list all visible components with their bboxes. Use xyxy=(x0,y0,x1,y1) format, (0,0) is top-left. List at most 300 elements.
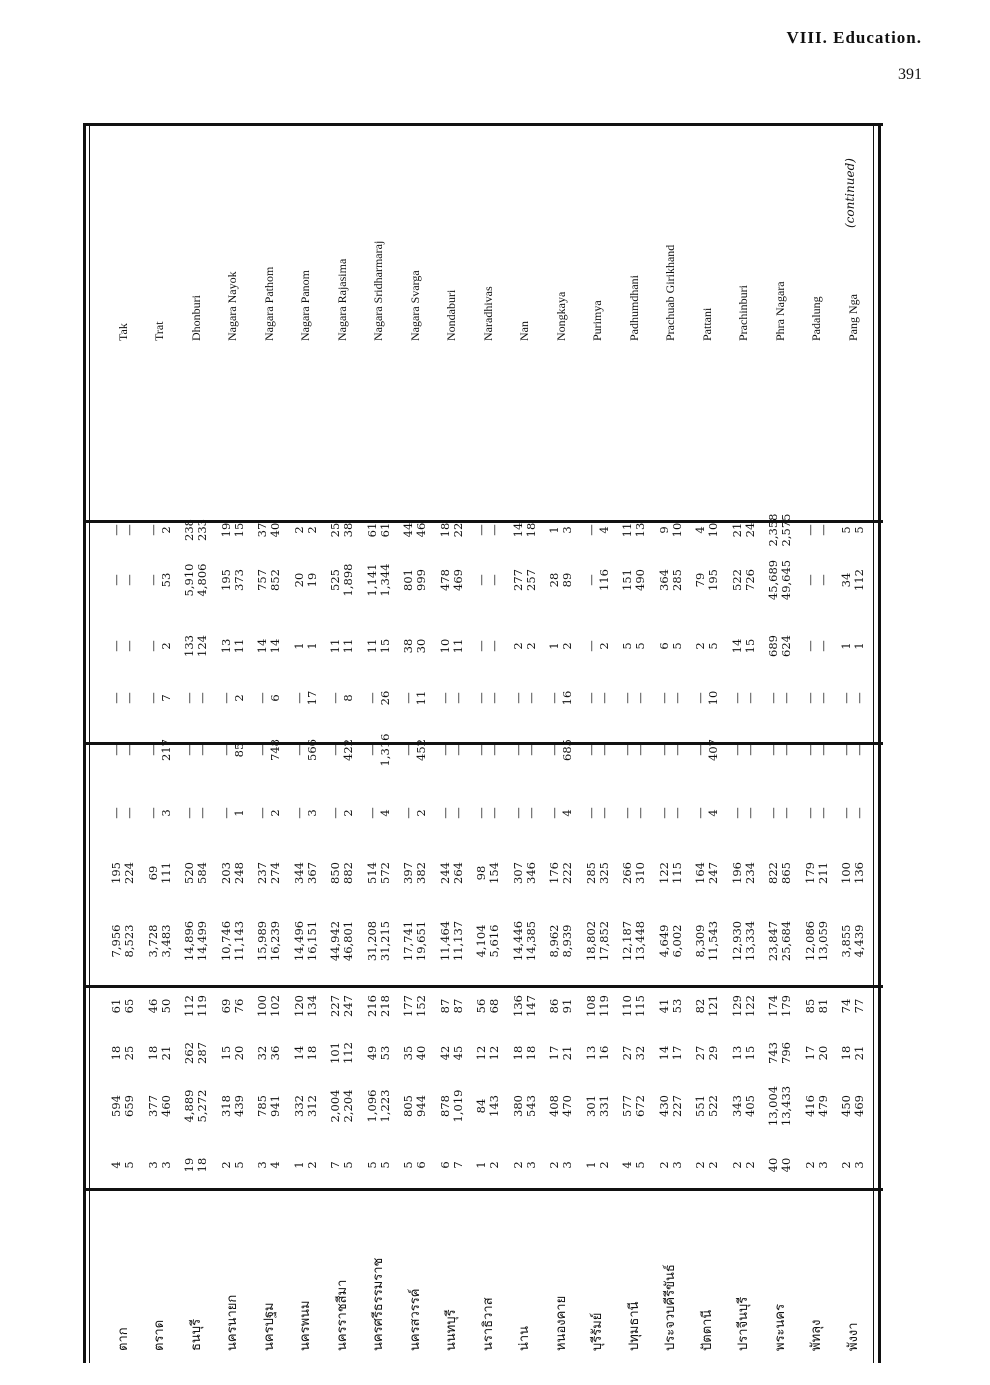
value-cell xyxy=(616,549,652,611)
value-upper: 520 xyxy=(182,862,196,884)
value-upper: — xyxy=(620,807,634,819)
value-cell xyxy=(215,1031,251,1075)
value-lower: 154 xyxy=(487,862,501,884)
value-upper: 2 xyxy=(510,1161,525,1169)
value-upper: 110 xyxy=(620,995,634,1017)
province-thai-name: นครพนม xyxy=(298,1300,313,1351)
value-lower: 2 xyxy=(414,809,428,817)
table-row xyxy=(142,123,178,1363)
value-lower: 2 xyxy=(523,642,538,650)
value-upper: 478 xyxy=(437,569,452,591)
value-lower: 6 xyxy=(414,1161,428,1169)
value-upper: 17 xyxy=(802,1045,817,1061)
value-upper: 14 xyxy=(656,1045,671,1061)
value-cell xyxy=(580,984,616,1028)
value-upper: 2 xyxy=(839,1161,853,1169)
value-cell xyxy=(397,1077,433,1135)
value-lower: 11,543 xyxy=(706,920,720,962)
province-thai-name: ปัตตานี xyxy=(699,1309,715,1351)
value-lower: 2,204 xyxy=(341,1089,355,1123)
value-lower: 5 xyxy=(231,1161,246,1169)
value-upper: 49 xyxy=(364,1045,379,1061)
value-lower: 14 xyxy=(268,638,282,654)
value-cell xyxy=(653,505,689,555)
value-upper: — xyxy=(145,524,160,536)
value-upper: 41 xyxy=(656,998,671,1014)
value-lower: 274 xyxy=(268,862,282,884)
value-lower: 4 xyxy=(560,809,574,817)
value-upper: — xyxy=(802,807,817,819)
value-lower: — xyxy=(815,692,830,704)
value-cell xyxy=(288,793,324,833)
value-upper: 69 xyxy=(218,998,233,1014)
value-lower: 16,239 xyxy=(268,920,282,962)
value-upper: — xyxy=(583,574,598,586)
value-cell xyxy=(361,549,397,611)
value-lower: — xyxy=(122,807,136,819)
value-upper: 244 xyxy=(437,862,452,884)
value-lower: 672 xyxy=(633,1095,647,1117)
value-lower: 233 xyxy=(195,519,209,541)
value-cell xyxy=(507,793,543,833)
value-upper: — xyxy=(583,744,598,756)
value-upper: 17 xyxy=(547,1045,561,1061)
value-upper: — xyxy=(693,744,707,756)
value-cell xyxy=(835,793,871,833)
value-cell xyxy=(726,793,762,833)
value-lower: 3 xyxy=(669,1161,684,1169)
value-cell xyxy=(543,722,579,778)
value-cell xyxy=(288,505,324,555)
value-cell xyxy=(689,549,725,611)
value-upper: 151 xyxy=(620,569,634,591)
value-upper: 5 xyxy=(401,1161,415,1169)
value-upper: — xyxy=(109,640,123,652)
value-cell xyxy=(689,1031,725,1075)
value-cell xyxy=(507,678,543,718)
value-upper: 801 xyxy=(401,569,415,591)
value-lower: 14,499 xyxy=(195,920,209,962)
value-upper: 4 xyxy=(109,1161,123,1169)
value-cell xyxy=(178,1031,214,1075)
value-upper: 5 xyxy=(620,642,634,650)
value-cell xyxy=(580,1077,616,1135)
value-cell xyxy=(470,793,506,833)
value-cell xyxy=(580,1031,616,1075)
province-english-name: Dhonburi xyxy=(188,295,203,341)
value-cell xyxy=(215,549,251,611)
value-upper: 18 xyxy=(510,1045,525,1061)
value-cell xyxy=(689,1145,725,1185)
value-cell xyxy=(397,722,433,778)
value-cell xyxy=(397,1145,433,1185)
value-lower: 2 xyxy=(596,1161,611,1169)
value-cell xyxy=(762,622,798,670)
value-upper: 8,309 xyxy=(693,924,707,958)
value-lower: 1,316 xyxy=(377,733,392,767)
value-upper: 10 xyxy=(437,638,452,654)
value-lower: — xyxy=(633,807,647,819)
value-lower: — xyxy=(852,692,866,704)
value-lower: 479 xyxy=(815,1095,830,1117)
value-upper: 12 xyxy=(474,1045,488,1061)
value-cell xyxy=(726,622,762,670)
value-cell xyxy=(616,793,652,833)
value-upper: 11 xyxy=(364,638,379,654)
value-cell xyxy=(507,622,543,670)
value-upper: 112 xyxy=(182,995,196,1017)
value-cell xyxy=(178,907,214,975)
value-cell xyxy=(799,1145,835,1185)
value-lower: 460 xyxy=(158,1095,173,1117)
value-cell xyxy=(580,793,616,833)
value-upper: 307 xyxy=(510,862,525,884)
value-upper: 757 xyxy=(255,569,269,591)
value-upper: 285 xyxy=(583,862,598,884)
value-lower: 111 xyxy=(158,862,173,884)
value-upper: 594 xyxy=(109,1095,123,1117)
province-english-name: Padalung xyxy=(809,296,823,341)
value-cell xyxy=(142,622,178,670)
value-lower: 18 xyxy=(195,1157,209,1173)
value-lower: 5 xyxy=(669,642,684,650)
value-lower: 18 xyxy=(304,1045,319,1061)
value-upper: 32 xyxy=(255,1045,269,1061)
value-cell xyxy=(653,793,689,833)
value-cell xyxy=(434,678,470,718)
value-cell xyxy=(142,907,178,975)
value-lower: 247 xyxy=(341,995,355,1017)
value-lower: 1,223 xyxy=(377,1089,392,1123)
value-upper: — xyxy=(802,524,817,536)
value-upper: 878 xyxy=(437,1095,452,1117)
value-lower: 2 xyxy=(304,1161,319,1169)
province-english-name: Nagara Svarga xyxy=(407,270,422,341)
value-upper: — xyxy=(510,807,525,819)
value-upper: 44,942 xyxy=(328,920,342,962)
value-lower: 124 xyxy=(195,635,209,657)
value-upper: — xyxy=(839,744,853,756)
value-lower: 61 xyxy=(377,522,392,538)
value-cell xyxy=(251,984,287,1028)
value-lower: 12 xyxy=(487,1045,501,1061)
value-lower: 24 xyxy=(742,522,757,538)
value-upper: 19 xyxy=(182,1157,196,1173)
value-cell xyxy=(288,622,324,670)
value-upper: 5 xyxy=(839,526,853,534)
value-lower: 4 xyxy=(706,809,720,817)
value-lower: 2 xyxy=(268,809,282,817)
value-lower: 5 xyxy=(633,642,647,650)
value-lower: — xyxy=(523,807,538,819)
province-thai-name: นครปฐม xyxy=(261,1302,277,1351)
value-cell xyxy=(178,984,214,1028)
value-cell xyxy=(470,678,506,718)
value-cell xyxy=(616,678,652,718)
value-upper: — xyxy=(802,640,817,652)
value-lower: — xyxy=(487,574,501,586)
value-upper: 14,446 xyxy=(510,920,525,962)
value-upper: 56 xyxy=(474,998,488,1014)
value-lower: 3,483 xyxy=(158,924,173,958)
province-english-name: Nagara Pathom xyxy=(261,266,276,341)
value-cell xyxy=(543,678,579,718)
value-cell xyxy=(689,722,725,778)
value-upper: 35 xyxy=(401,1045,415,1061)
table-row xyxy=(762,123,798,1363)
value-cell xyxy=(251,1145,287,1185)
value-lower: 21 xyxy=(158,1045,173,1061)
province-english-name: Pattani xyxy=(699,307,714,341)
value-upper: — xyxy=(474,524,488,536)
value-cell xyxy=(324,549,360,611)
value-cell xyxy=(361,793,397,833)
value-upper: 40 xyxy=(766,1157,780,1173)
value-lower: 36 xyxy=(268,1045,282,1061)
value-lower: 1 xyxy=(304,642,319,650)
value-upper: 577 xyxy=(620,1095,634,1117)
value-cell xyxy=(616,907,652,975)
value-lower: 40 xyxy=(414,1045,428,1061)
value-lower: — xyxy=(742,692,757,704)
province-english-name: Phra Nagara xyxy=(772,281,787,341)
value-lower: 3 xyxy=(304,809,319,817)
value-lower: 5 xyxy=(633,1161,647,1169)
value-lower: 312 xyxy=(304,1095,319,1117)
value-upper: 18,802 xyxy=(583,920,598,962)
value-cell xyxy=(288,1077,324,1135)
value-upper: — xyxy=(693,807,707,819)
value-cell xyxy=(726,907,762,975)
value-lower: 25,684 xyxy=(779,920,793,962)
value-cell xyxy=(361,1145,397,1185)
value-lower: 18 xyxy=(523,1045,538,1061)
value-cell xyxy=(543,622,579,670)
value-upper: — xyxy=(693,692,707,704)
value-cell xyxy=(799,622,835,670)
province-english-name: Nan xyxy=(517,321,531,341)
value-lower: 4 xyxy=(596,526,611,534)
value-upper: — xyxy=(474,807,488,819)
value-upper: 108 xyxy=(583,995,598,1017)
value-lower: 4 xyxy=(377,809,392,817)
value-upper: 18 xyxy=(839,1045,853,1061)
value-lower: 15 xyxy=(742,1045,757,1061)
value-upper: 13 xyxy=(729,1045,744,1061)
value-cell xyxy=(799,793,835,833)
value-upper: 34 xyxy=(839,572,853,588)
value-cell xyxy=(653,848,689,898)
value-lower: 257 xyxy=(523,569,538,591)
value-upper: — xyxy=(109,692,123,704)
value-lower: 116 xyxy=(596,569,611,591)
value-cell xyxy=(324,1145,360,1185)
value-cell xyxy=(507,1077,543,1135)
value-lower: 122 xyxy=(742,995,757,1017)
value-cell xyxy=(762,1145,798,1185)
value-upper: 28 xyxy=(547,572,561,588)
value-cell xyxy=(799,984,835,1028)
value-cell xyxy=(397,848,433,898)
value-upper: 25 xyxy=(328,522,342,538)
value-upper: — xyxy=(109,807,123,819)
value-cell xyxy=(434,1077,470,1135)
value-cell xyxy=(434,793,470,833)
value-lower: 3 xyxy=(560,1161,574,1169)
value-lower: 112 xyxy=(852,569,866,591)
value-cell xyxy=(580,722,616,778)
value-cell xyxy=(142,984,178,1028)
value-lower: 2 xyxy=(341,809,355,817)
value-lower: — xyxy=(779,744,793,756)
value-cell xyxy=(361,505,397,555)
value-cell xyxy=(324,1031,360,1075)
value-cell xyxy=(105,722,141,778)
value-cell xyxy=(689,622,725,670)
value-cell xyxy=(215,505,251,555)
province-english-name: Padhumdhani xyxy=(626,275,641,341)
value-cell xyxy=(835,622,871,670)
value-lower: 999 xyxy=(414,569,428,591)
value-cell xyxy=(434,984,470,1028)
value-upper: — xyxy=(437,744,452,756)
value-lower: 8,939 xyxy=(560,924,574,958)
value-lower: — xyxy=(815,640,830,652)
value-upper: 69 xyxy=(145,865,160,881)
value-upper: 12,086 xyxy=(802,920,817,962)
value-lower: 68 xyxy=(487,998,501,1014)
value-lower: 2 xyxy=(596,642,611,650)
value-cell xyxy=(470,1145,506,1185)
value-cell xyxy=(507,1031,543,1075)
value-cell xyxy=(470,1031,506,1075)
value-cell xyxy=(762,678,798,718)
value-upper: 15 xyxy=(218,1045,233,1061)
value-upper: — xyxy=(766,807,780,819)
value-cell xyxy=(689,505,725,555)
value-cell xyxy=(215,678,251,718)
province-english-name: Prachinburi xyxy=(736,285,750,341)
value-cell xyxy=(105,678,141,718)
value-upper: — xyxy=(620,692,634,704)
value-upper: — xyxy=(255,807,269,819)
value-cell xyxy=(470,907,506,975)
value-lower: — xyxy=(450,692,465,704)
value-lower: 10 xyxy=(706,690,720,706)
value-lower: 405 xyxy=(742,1095,757,1117)
value-lower: 81 xyxy=(815,998,830,1014)
value-lower: 30 xyxy=(414,638,428,654)
value-cell xyxy=(616,722,652,778)
value-upper: 551 xyxy=(693,1095,707,1117)
value-upper: 2 xyxy=(656,1161,671,1169)
value-upper: 164 xyxy=(693,862,707,884)
value-cell xyxy=(397,984,433,1028)
value-upper: 13 xyxy=(218,638,233,654)
value-cell xyxy=(689,984,725,1028)
value-lower: 152 xyxy=(414,995,428,1017)
value-cell xyxy=(470,549,506,611)
value-cell xyxy=(215,793,251,833)
value-upper: — xyxy=(364,744,379,756)
value-lower: 373 xyxy=(231,569,246,591)
table-row xyxy=(799,123,835,1363)
value-upper: 86 xyxy=(547,998,561,1014)
value-lower: 89 xyxy=(560,572,574,588)
value-upper: — xyxy=(401,692,415,704)
value-upper: 17,741 xyxy=(401,920,415,962)
value-lower: 29 xyxy=(706,1045,720,1061)
value-upper: 1 xyxy=(547,642,561,650)
value-lower: — xyxy=(122,524,136,536)
value-upper: 196 xyxy=(729,862,744,884)
value-lower: 49,645 xyxy=(779,559,793,601)
value-upper: — xyxy=(766,744,780,756)
value-upper: — xyxy=(802,574,817,586)
value-lower: 11 xyxy=(341,638,355,654)
education-table xyxy=(83,123,883,1363)
value-lower: — xyxy=(669,807,684,819)
value-cell xyxy=(726,1145,762,1185)
value-upper: 2 xyxy=(729,1161,744,1169)
value-cell xyxy=(434,505,470,555)
value-upper: 6 xyxy=(437,1161,452,1169)
value-lower: 15 xyxy=(742,638,757,654)
value-lower: 5 xyxy=(377,1161,392,1169)
value-lower: 3 xyxy=(158,809,173,817)
value-upper: — xyxy=(145,640,160,652)
value-upper: 743 xyxy=(766,1042,780,1064)
value-upper: — xyxy=(474,692,488,704)
value-lower: 18 xyxy=(523,522,538,538)
value-lower: 5 xyxy=(706,642,720,650)
value-cell xyxy=(762,793,798,833)
value-cell xyxy=(653,622,689,670)
value-cell xyxy=(361,1077,397,1135)
value-upper: — xyxy=(583,640,598,652)
value-lower: 2 xyxy=(560,642,574,650)
value-upper: 1,141 xyxy=(364,563,379,597)
value-lower: 382 xyxy=(414,862,428,884)
value-lower: 218 xyxy=(377,995,392,1017)
value-upper: — xyxy=(547,807,561,819)
value-lower: — xyxy=(815,744,830,756)
value-cell xyxy=(616,1077,652,1135)
value-lower: 3 xyxy=(815,1161,830,1169)
value-cell xyxy=(543,1077,579,1135)
value-upper: 1,096 xyxy=(364,1089,379,1123)
value-lower: 21 xyxy=(852,1045,866,1061)
value-lower: 227 xyxy=(669,1095,684,1117)
value-cell xyxy=(543,1145,579,1185)
value-upper: 44 xyxy=(401,522,415,538)
province-thai-name: ปราจีนบุรี xyxy=(736,1296,751,1351)
value-cell xyxy=(543,907,579,975)
province-english-name: Trat xyxy=(152,321,166,341)
value-lower: 543 xyxy=(523,1095,538,1117)
value-upper: 136 xyxy=(510,995,525,1017)
value-lower: 285 xyxy=(669,569,684,591)
value-cell xyxy=(215,907,251,975)
value-cell xyxy=(142,505,178,555)
value-upper: 237 xyxy=(255,862,269,884)
value-cell xyxy=(653,984,689,1028)
value-upper: 12,930 xyxy=(729,920,744,962)
value-upper: 2,358 xyxy=(766,513,780,547)
value-lower: 45 xyxy=(450,1045,465,1061)
value-lower: 11 xyxy=(231,638,246,654)
value-cell xyxy=(142,549,178,611)
